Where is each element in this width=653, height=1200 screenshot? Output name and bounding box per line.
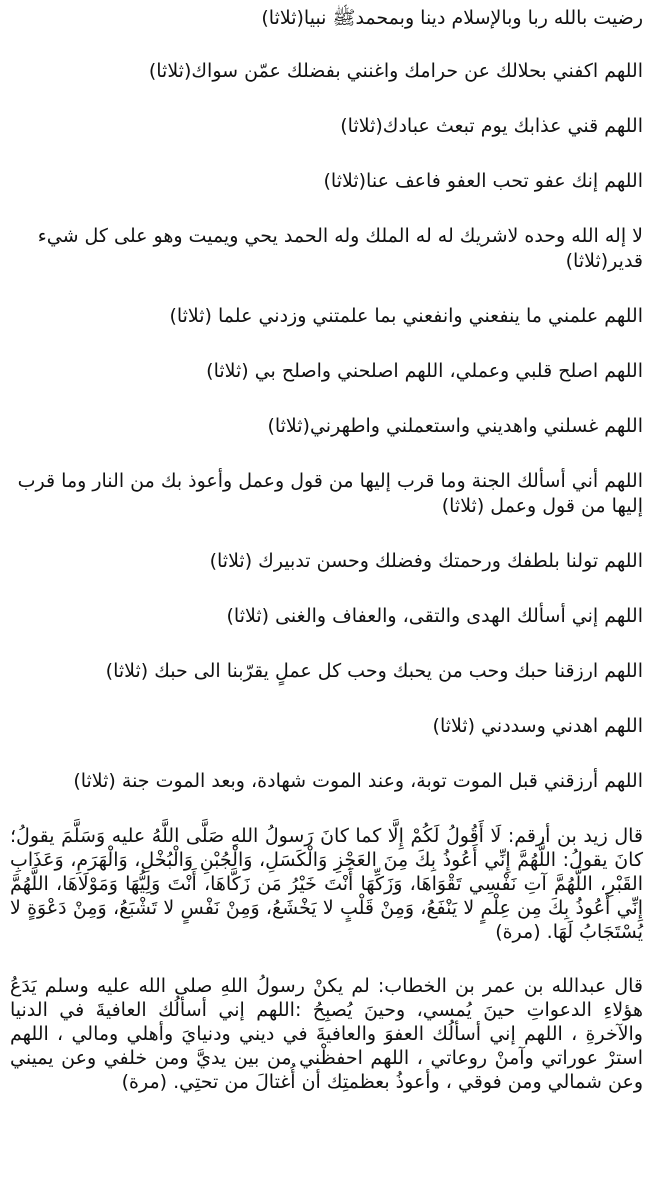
dua-paragraph-9: اللهم أني أسألك الجنة وما قرب إليها من قول وعمل وأعوذ بك من النار وما قرب إليها من قول وعمل (ثلاثا) <box>17 470 643 517</box>
dua-paragraph-5: لا إله الله وحده لاشريك له له الملك وله الحمد يحي ويميت وهو على كل شيء قدير(ثلاثا) <box>37 225 643 272</box>
dua-paragraph-1: رضيت بالله ربا وبالإسلام دينا وبمحمدﷺ نبيا(ثلاثا) <box>261 7 643 29</box>
dua-paragraph-10: اللهم تولنا بلطفك ورحمتك وفضلك وحسن تدبيرك (ثلاثا) <box>209 550 643 572</box>
dua-paragraph-13: اللهم اهدني وسددني (ثلاثا) <box>432 715 643 737</box>
hadith-quote-zaid: قال زيد بن أرقم: لَا أَقُولُ لَكُمْ إِلَّا كما كانَ رَسولُ اللهِ صَلَّى اللَّهُ عليه وَسَلَّمَ يقولُ؛ كانَ يقولُ: اللَّهُمَّ إِنِّي أَعُوذُ بِكَ مِنَ العَجْزِ وَالْكَسَلِ، وَالْجُبْنِ وَالْبُخْلِ، وَالْهَرَمِ، وَعَذَابِ القَبْرِ، اللَّهُمَّ آتِ نَفْسِي تَقْوَاهَا، وَزَكِّهَا أَنْتَ خَيْرُ مَن زَكَّاهَا، أَنْتَ وَلِيُّهَا وَمَوْلَاهَا، اللَّهُمَّ إِنِّي أَعُوذُ بِكَ مِن عِلْمٍ لا يَنْفَعُ، وَمِنْ قَلْبٍ لا يَخْشَعُ، وَمِنْ نَفْسٍ لا تَشْبَعُ، وَمِنْ دَعْوَةٍ لا يُسْتَجَابُ لَهَا. (مرة) <box>10 825 643 943</box>
dua-paragraph-12: اللهم ارزقنا حبك وحب من يحبك وحب كل عملٍ يقرّبنا الى حبك (ثلاثا) <box>105 660 643 682</box>
dua-paragraph-3: اللهم قني عذابك يوم تبعث عبادك(ثلاثا) <box>340 115 643 137</box>
hadith-quote-abdullah: قال عبدالله بن عمر بن الخطاب: لم يكنْ رسولُ اللهِ صلى الله عليه وسلم يَدَعُ هؤلاءِ الدعواتِ حينَ يُمسي، وحينَ يُصبِحُ :اللهم إني أسألُك العافيةَ في الدنيا والآخرةِ ، اللهم إني أسألُك العفوَ والعافيةَ في ديني ودنيايَ وأهلي ومالي ، اللهم استرْ عوراتي وآمنْ روعاتي ، اللهم احفظْني من بين يديَّ ومن خلفي وعن يميني وعن شمالي ومن فوقي ، وأعوذُ بعظمتِك أن أُغتالَ من تحتِي. (مرة) <box>10 975 643 1093</box>
dua-paragraph-4: اللهم إنك عفو تحب العفو فاعف عنا(ثلاثا) <box>323 170 643 192</box>
dua-paragraph-8: اللهم غسلني واهديني واستعملني واطهرني(ثلاثا) <box>267 415 643 437</box>
dua-paragraph-14: اللهم أرزقني قبل الموت توبة، وعند الموت شهادة، وبعد الموت جنة (ثلاثا) <box>73 770 643 792</box>
dua-paragraph-7: اللهم اصلح قلبي وعملي، اللهم اصلحني واصلح بي (ثلاثا) <box>206 360 643 382</box>
dua-paragraph-6: اللهم علمني ما ينفعني وانفعني بما علمتني وزدني علما (ثلاثا) <box>169 305 643 327</box>
dua-paragraph-11: اللهم إني أسألك الهدى والتقى، والعفاف والغنى (ثلاثا) <box>226 605 643 627</box>
dua-paragraph-2: اللهم اكفني بحلالك عن حرامك واغنني بفضلك عمّن سواك(ثلاثا) <box>148 60 643 82</box>
